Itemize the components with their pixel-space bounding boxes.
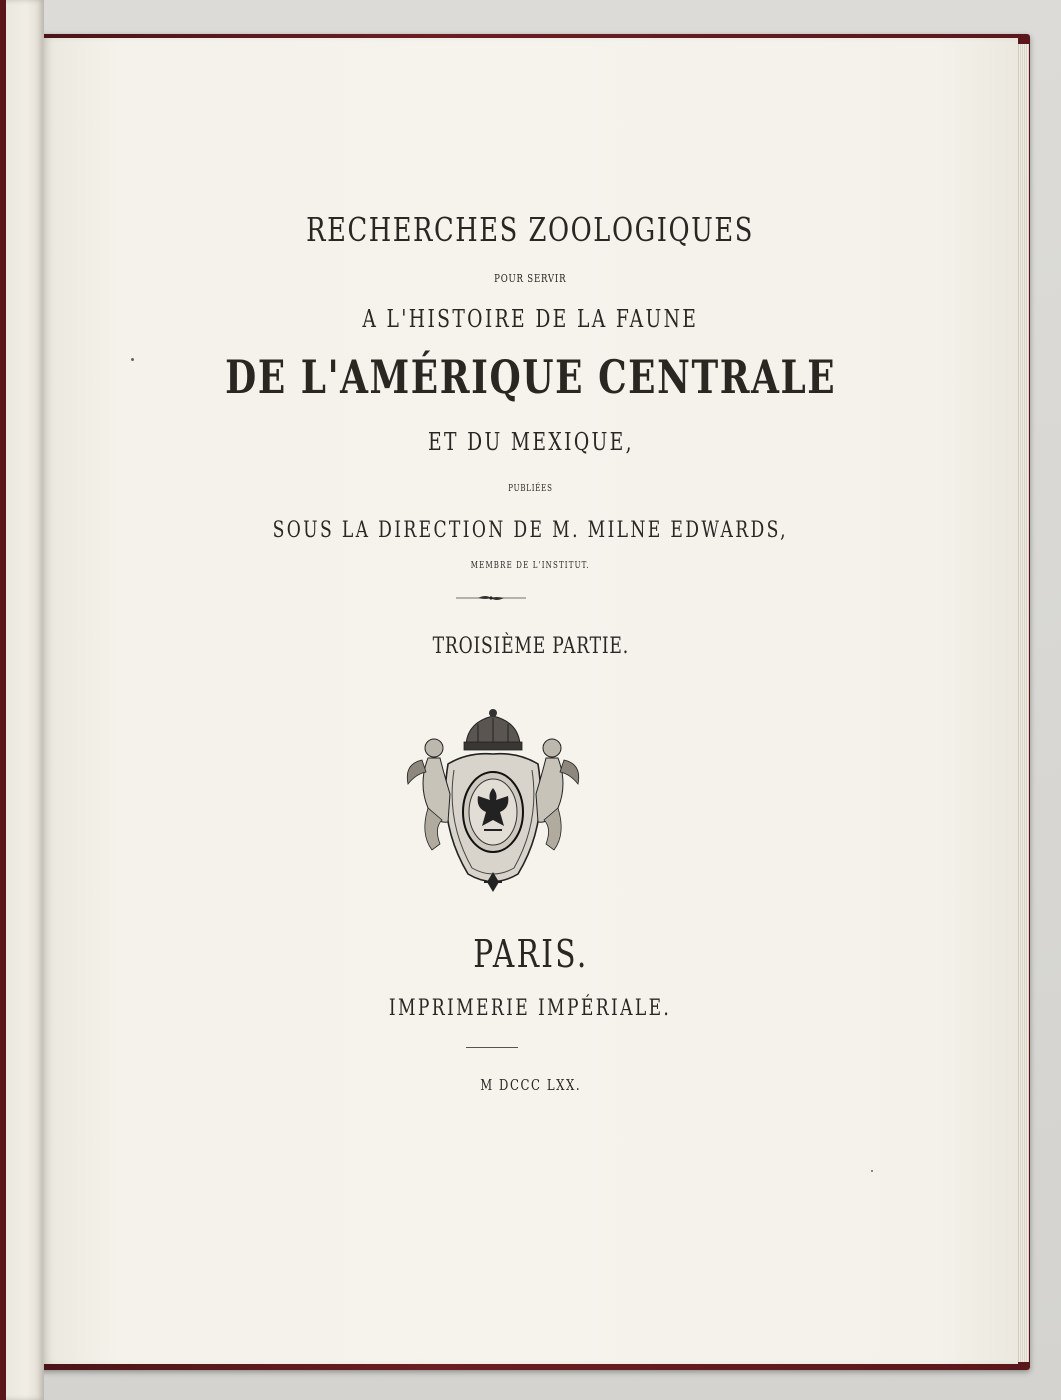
paper-speck — [131, 358, 134, 361]
mexique-line: ET DU MEXIQUE, — [427, 428, 634, 456]
partie-heading: TROISIÈME PARTIE. — [432, 634, 629, 659]
amerique-line: DE L'AMÉRIQUE CENTRALE — [224, 350, 837, 404]
publiees-text: PUBLIÉES — [508, 484, 553, 494]
main-title: RECHERCHES ZOOLOGIQUES — [306, 210, 755, 249]
printer-line: IMPRIMERIE IMPÉRIALE. — [389, 996, 672, 1021]
short-divider-rule — [466, 1047, 518, 1048]
city-line: PARIS. — [472, 932, 589, 976]
direction-line: SOUS LA DIRECTION DE M. MILNE EDWARDS, — [272, 518, 789, 543]
membre-line: MEMBRE DE L'INSTITUT. — [470, 561, 591, 571]
fleuron-divider-icon — [456, 593, 526, 603]
paper-speck — [871, 1170, 873, 1172]
histoire-line: A L'HISTOIRE DE LA FAUNE — [362, 305, 699, 333]
imperial-eagle-coat-of-arms-icon — [398, 704, 588, 896]
publication-date: M DCCC LXX. — [480, 1076, 581, 1094]
pour-servir-text: POUR SERVIR — [494, 272, 567, 285]
